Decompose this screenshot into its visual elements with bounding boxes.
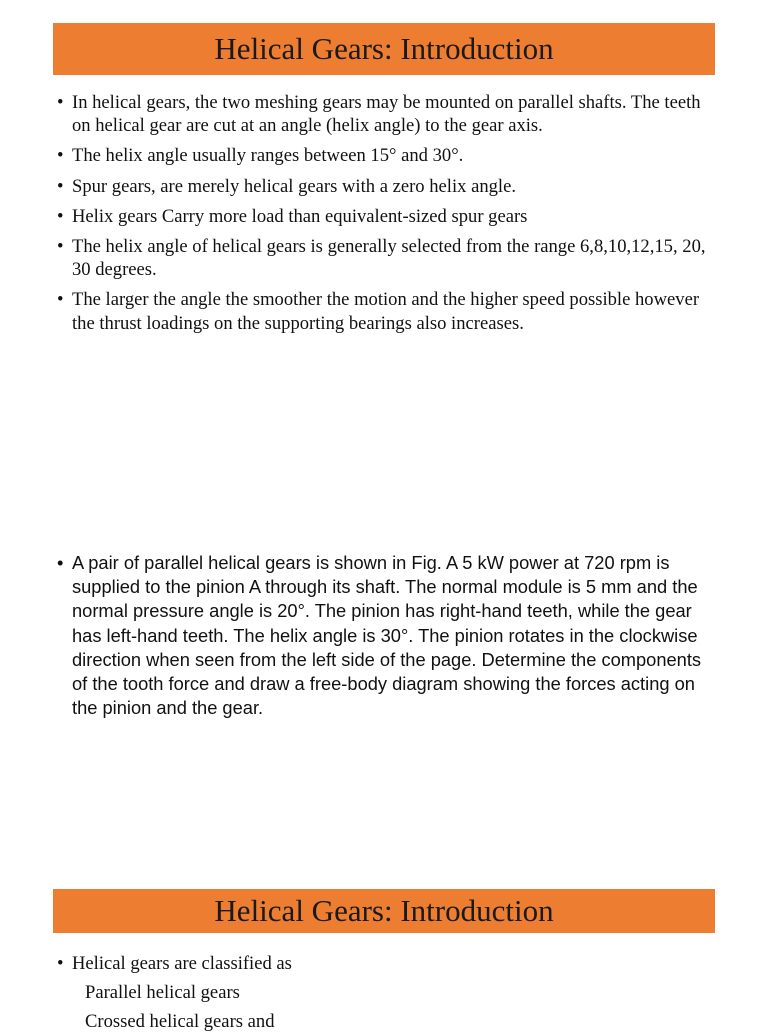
list-item: • A pair of parallel helical gears is shown in Fig. A 5 kW power at 720 rpm is supplied to the pinion A through its shaft. The normal module is 5 mm and the normal pressure angle is 20°. The pinion has right-hand teeth, while the gear has left-hand teeth. The helix angle is 30°. The pinion rotates in the clockwise direction when seen from the left side of the page. Determine the components of the tooth force and draw a free-body diagram showing the forces acting on the pinion and the gear. [54,551,718,720]
list-item: • In helical gears, the two meshing gears may be mounted on parallel shafts. The teeth on helical gear are cut at an angle (helix angle) to the gear axis. [54,91,714,137]
slide-title: Helical Gears: Introduction [53,23,715,75]
list-item: • Helix gears Carry more load than equivalent-sized spur gears [54,205,714,228]
sub-list-item: Crossed helical gears and [85,1011,275,1032]
list-item: • Spur gears, are merely helical gears with a zero helix angle. [54,175,714,198]
list-item: • Helical gears are classified as [54,952,714,975]
bullet-list [54,952,714,975]
list-item: • The larger the angle the smoother the motion and the higher speed possible however the thrust loadings on the supporting bearings also increases. [54,288,714,334]
sub-list-item: Parallel helical gears [85,982,240,1003]
bullet-list [54,91,714,342]
list-item: • The helix angle usually ranges between 15° and 30°. [54,144,714,167]
problem-statement-list [54,551,718,720]
slide-title: Helical Gears: Introduction [53,889,715,933]
list-item: • The helix angle of helical gears is generally selected from the range 6,8,10,12,15, 20, 30 degrees. [54,235,714,281]
